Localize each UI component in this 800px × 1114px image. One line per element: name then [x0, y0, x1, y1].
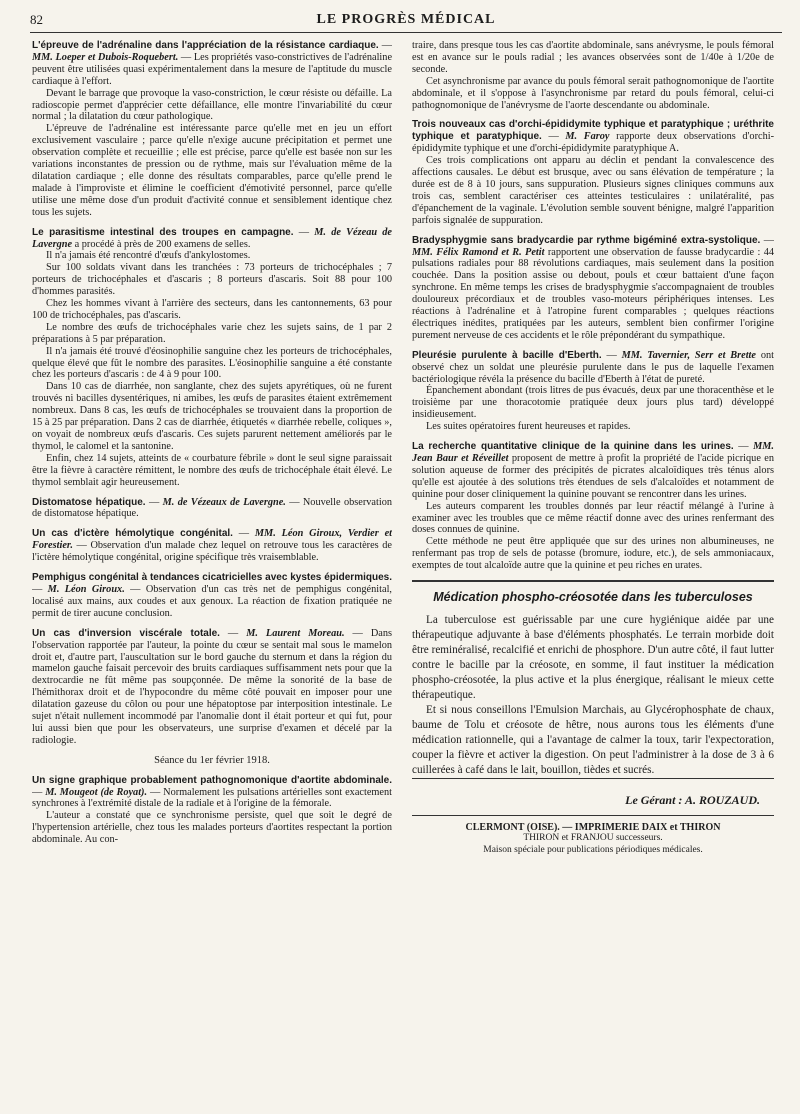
article — [32, 40, 392, 219]
article-lead: a procédé à près de 200 examens de selles. — [74, 238, 251, 250]
article — [412, 350, 774, 433]
article — [32, 775, 392, 846]
article — [32, 628, 392, 747]
article-paragraph: Ces trois complications ont apparu au déclin et pendant la convalescence des affections causales. Le début est brusque, avec ou sans élévation de température ; la durée est de 8 à 10 jours, sans suppuration. Plusieurs signes cliniques communs aux trois cas, semblent caractériser ces atteintes testiculaires : unilatéralité, pas d'épanchement de la vaginale. L'évolution semble souvent bénigne, malgré l'apparition parfois signalée de suppuration. — [412, 155, 774, 226]
article-title: Pemphigus congénital à tendances cicatricielles avec kystes épidermiques. — [32, 572, 392, 584]
article-paragraph: Les suites opératoires furent heureuses et rapides. — [426, 421, 631, 433]
article-heading: L'épreuve de l'adrénaline dans l'appréciation de la résistance cardiaque. — MM. Loeper et Dubois-Roquebert. — Les propriétés vaso-constrictives de l'adrénaline peuvent être utilisées quasi expérimentalement dans la mesure de l'aptitude du muscle cardiaque à l'effort. — [32, 40, 392, 87]
article-title: Pleurésie purulente à bacille d'Eberth. — [412, 349, 602, 361]
article-title: L'épreuve de l'adrénaline dans l'appréciation de la résistance cardiaque. — [32, 40, 379, 51]
article-paragraph: Épanchement abondant (trois litres de pus évacués, deux par une thoracenthèse et le troisième par une thoracotomie pratiquée deux jours plus tard) développé insidieusement. — [412, 385, 774, 421]
article-paragraph: Sur 100 soldats vivant dans les tranchées : 73 porteurs de trichocéphales ; 7 porteurs de trichocéphales et d'ascaris ; 8 porteurs d'ascaris. Soit 88 pour 100 d'hommes parasités. — [32, 262, 392, 298]
advertisement-title: Médication phospho-créosotée dans les tuberculoses — [433, 590, 753, 605]
article-heading: Trois nouveaux cas d'orchi-épididymite typhique et paratyphique ; uréthrite typhique et paratyphique. — M. Faroy rapporte deux observations d'orchi-épididymite typhique et une d'orchi-épididymite paratyphique A. — [412, 119, 774, 155]
article-authors: M. de Vézeau de Lavergne — [32, 226, 392, 250]
article-authors: MM. Loeper et Dubois-Roquebert. — [32, 51, 179, 63]
article-title: Un signe graphique probablement pathognomonique d'aortite abdominale. — [32, 774, 392, 786]
article-heading: Pemphigus congénital à tendances cicatricielles avec kystes épidermiques. — M. Léon Giroux. — Observation d'un cas très net de pemphigus congénital, localisé aux mains, aux coudes et aux genoux. La réaction de fixation pratiquée ne permit de tirer aucune conclusion. — [32, 572, 392, 619]
seance-date: Séance du 1er février 1918. — [154, 754, 270, 766]
article-title: Distomatose hépatique. — [32, 496, 146, 508]
article-authors: MM. Léon Giroux, Verdier et Forestier. — [32, 528, 392, 552]
article-paragraph: Nouvelle observation de distomatose hépatique. — [32, 496, 392, 520]
right-column — [412, 40, 774, 1080]
article-title: Le parasitisme intestinal des troupes en campagne. — [32, 226, 294, 238]
article-lead: rapportent une observation de fausse bradycardie : 44 pulsations radiales pour 88 révolutions cardiaques, mais seulement dans la position couchée. Dans la position assise ou debout, pouls et cœur battaient d'une façon synchrone. En même temps les crises de bradysphygmie s'accompagnaient de troubles douloureux précordiaux et de troubles vaso-moteurs périphériques intenses. Les réactions à l'adrénaline et à l'atropine furent comparables ; quelques réactions électriques inédites, pratiquées par les auteurs, semblent bien confirmer l'origine purement nerveuse de ces accidents et le rôle prépondérant du sympathique. — [412, 246, 774, 341]
advertisement — [412, 580, 774, 779]
article-paragraph: Devant le barrage que provoque la vaso-constriction, le cœur résiste ou défaille. La radioscopie permet d'apprécier cette défaillance, elle montre l'invariabilité du cœur normal ; la dilatation du cœur pathologique. — [32, 87, 392, 123]
article-paragraph: Enfin, chez 14 sujets, atteints de « courbature fébrile » dont le seul signe paraissait être la fièvre à caractère rémittent, le nombre des œufs de trichocéphale était élevé. Le thymol semblait agir heureusement. — [32, 452, 392, 488]
article-title: Bradysphygmie sans bradycardie par rythme bigéminé extra-systolique. — [412, 234, 761, 246]
article-heading: Le parasitisme intestinal des troupes en campagne. — M. de Vézeau de Lavergne a procédé à près de 200 examens de selles. — [32, 226, 392, 250]
advertisement-paragraph: La tuberculose est guérissable par une cure hygiénique aidée par une thérapeutique adjuvante à base d'éléments phosphatés. Le terrain morbide doit être reminéralisé, recalcifié et enrichi de phosphore. D'un autre côté, il faut lutter contre le bacille par la créosote, en somme, il faut instituer la médication phospho-créosotée, la plus active et la plus énergique, réalisant le mieux cette thérapeutique. — [412, 614, 774, 702]
imprint-line-3: Maison spéciale pour publications périodiques médicales. — [483, 844, 703, 855]
article-paragraph: traire, dans presque tous les cas d'aortite abdominale, sans anévrysme, le pouls fémoral est en avance sur le pouls radial ; les avances observées sont de 1/40e à 1/20e de seconde. — [412, 40, 774, 75]
article-paragraph: Normalement les pulsations artérielles sont exactement synchrones à l'extrémité distale de la radiale et à l'origine de la fémorale. — [32, 786, 392, 810]
article-paragraph: Il n'a jamais été trouvé d'éosinophilie sanguine chez les porteurs de trichocéphales, quelque élevé que fût le nombre des parasites. L'éosinophilie sanguine a été constante chez les porteurs d'ascaris : de 4 à 9 pour 100. — [32, 345, 392, 381]
left-column — [32, 40, 392, 1080]
article — [412, 119, 774, 226]
article-title: La recherche quantitative clinique de la quinine dans les urines. — [412, 441, 734, 453]
imprint-line-1: CLERMONT (OISE). — IMPRIMERIE DAIX et THIRON — [465, 821, 721, 833]
article-paragraph: Cet asynchronisme par avance du pouls fémoral serait pathognomonique de l'aortite abdominale, et il s'oppose à l'asynchronisme par retard du pouls fémoral, celui-ci pathognomonique de l'anévrysme de l'aorte descendante ou abdominale. — [412, 75, 774, 111]
article-authors: MM. Jean Baur et Réveillet — [412, 441, 774, 464]
advertisement-paragraph: Et si nous conseillons l'Emulsion Marchais, au Glycérophosphate de chaux, baume de Tolu et créosote de hêtre, nous aurons tous les éléments d'une médication rationnelle, qui a l'avantage de calmer la toux, tarir l'expectoration, couper la fièvre et activer la digestion. On peut l'administrer à la dose de 3 à 6 cuillerées à café dans le lait, bouillon, tièdes et sucrés. — [412, 704, 774, 777]
article-paragraph: Cette méthode ne peut être appliquée que sur des urines non albumineuses, ne renfermant pas trop de sels de potasse (bromure, iodure, etc.), de sels ammoniacaux, exemptes de tout alcaloïde autre que la quinine et peu riches en urates. — [412, 536, 774, 572]
advertisement-text — [412, 613, 774, 778]
article-title: Un cas d'inversion viscérale totale. — [32, 627, 220, 639]
article — [412, 235, 774, 342]
article-paragraph: Dans 10 cas de diarrhée, non sanglante, chez des sujets apyrétiques, où ne furent trouvés ni bacilles dysentériques, ni amibes, les œufs de parasites étaient extrêmement nombreux. Dans 8 cas, les œufs de trichocéphales se trouvaient dans la proportion de 15 à 25 par préparation. Dans 2 cas de diarrhée, étiquetés « diarrhée rebelle, coliques », on voyait de nombreux œufs d'ascaris. Ces sujets parurent nettement améliorés par le thymol, le calomel et la santonine. — [32, 381, 392, 452]
article-heading: Bradysphygmie sans bradycardie par rythme bigéminé extra-systolique. — MM. Félix Ramond et R. Petit rapportent une observation de fausse bradycardie : 44 pulsations radiales pour 88 révolutions cardiaques, mais seulement dans la position couchée. Dans la position assise ou debout, pouls et cœur battaient d'une façon synchrone. En même temps les crises de bradysphygmie s'accompagnaient de troubles douloureux précordiaux et de troubles vaso-moteurs périphériques intenses. Les réactions à l'adrénaline et à l'atropine furent comparables ; quelques réactions électriques inédites, pratiquées par les auteurs, semblent bien confirmer l'origine purement nerveuse de ces accidents et le rôle prépondérant du sympathique. — [412, 234, 774, 341]
article — [32, 572, 392, 620]
article — [32, 528, 392, 564]
article-authors: M. Mougeot (de Royat). — [45, 786, 148, 798]
journal-title: LE PROGRÈS MÉDICAL — [316, 12, 496, 27]
article-title: Un cas d'ictère hémolytique congénital. — [32, 528, 233, 540]
article-authors: MM. Félix Ramond et R. Petit — [412, 246, 545, 258]
page-number: 82 — [30, 12, 43, 27]
article-paragraph: Observation d'un cas très net de pemphigus congénital, localisé aux mains, aux coudes et aux genoux. La réaction de fixation pratiquée ne permit de tirer aucune conclusion. — [32, 583, 392, 619]
article-authors: M. de Vézeaux de Lavergne. — [162, 496, 286, 508]
article-lead: ont observé chez un soldat une pleurésie purulente dans le pus de laquelle l'examen bactériologique révéla la présence du bacille d'Eberth à l'état de pureté. — [412, 349, 774, 385]
article-lead: rapporte deux observations d'orchi-épididymite typhique et une d'orchi-épididymite paratyphique A. — [412, 131, 774, 155]
article — [412, 441, 774, 572]
printer-imprint — [412, 816, 774, 857]
article-heading: Un signe graphique probablement pathognomonique d'aortite abdominale. — M. Mougeot (de Royat). — Normalement les pulsations artérielles sont exactement synchrones à l'extrémité distale de la radiale et à l'origine de la fémorale. — [32, 774, 392, 810]
article-paragraph: L'auteur a constaté que ce synchronisme persiste, quel que soit le degré de l'hypertension artérielle, chez tous les malades porteurs d'aortites respectant la portion abdominale. Au con- — [32, 810, 392, 846]
article-heading: Pleurésie purulente à bacille d'Eberth. — MM. Tavernier, Serr et Brette ont observé chez un soldat une pleurésie purulente dans le pus de laquelle l'examen bactériologique révéla la présence du bacille d'Eberth à l'état de pureté. — [412, 349, 774, 385]
imprint-line-2: THIRON et FRANJOU successeurs. — [523, 833, 663, 844]
article — [32, 497, 392, 521]
article-heading: La recherche quantitative clinique de la quinine dans les urines. — MM. Jean Baur et Réveillet proposent de mettre à profit la propriété de l'acide picrique en solution aqueuse de former des précipités de picrates alcaloïdiques très ténus alors qu'elle est ajoutée à des solutions très étendues de sels d'alcaloïdes et notamment de quinine pour doser cliniquement la quinine pouvant se rencontrer dans les urines. — [412, 441, 774, 500]
article — [32, 227, 392, 489]
article-authors: M. Faroy — [565, 131, 610, 143]
article-authors: MM. Tavernier, Serr et Brette — [621, 349, 756, 361]
article — [412, 40, 774, 111]
article-paragraph: L'épreuve de l'adrénaline est intéressante parce qu'elle met en jeu un effort exclusivement vasculaire ; parce qu'elle n'exige aucune précipitation et permet une observation complète et recueillie ; elle est précise, parce qu'elle est basée non sur les variations inconstantes de pression ou de rythme, mais sur l'évaluation même de la dilatation cardiaque ; elle donne des résultats comparables, parce qu'elle prend le malade à l'improviste et élimine le coefficient d'émotivité personnel, parce qu'elle utilise une même dose d'un produit d'activité connue et sensiblement identique chez tous les sujets. — [32, 123, 392, 218]
article-lead: proposent de mettre à profit la propriété de l'acide picrique en solution aqueuse de former des précipités de picrates alcaloïdiques très ténus alors qu'elle est ajoutée à des solutions très étendues de sels d'alcaloïdes et notamment de quinine pour doser cliniquement la quinine pouvant se rencontrer dans les urines. — [412, 453, 774, 500]
gerant-line: Le Gérant : A. ROUZAUD. — [412, 787, 774, 816]
article-paragraph: Les auteurs comparent les troubles donnés par leur réactif mélangé à l'urine à examiner avec les troubles que ce même réactif donne avec des urines renfermant des doses connues de quinine. — [412, 500, 774, 536]
article-paragraph: Observation d'un malade chez lequel on retrouve tous les caractères de l'ictère hémolytique congénital, origine spécifique très vraisemblable. — [32, 540, 392, 564]
article-title: Trois nouveaux cas d'orchi-épididymite typhique et paratyphique ; uréthrite typhique et paratyphique. — [412, 119, 774, 143]
article-paragraph: Les propriétés vaso-constrictives de l'adrénaline peuvent être utilisées quasi expérimentalement dans la mesure de l'aptitude du muscle cardiaque à l'effort. — [32, 51, 392, 87]
article-paragraph: Chez les hommes vivant à l'arrière des secteurs, dans les cantonnements, 63 pour 100 de trichocéphales, pas d'ascaris. — [32, 298, 392, 321]
article-heading: Distomatose hépatique. — M. de Vézeaux de Lavergne. — Nouvelle observation de distomatose hépatique. — [32, 496, 392, 520]
article-heading: Un cas d'ictère hémolytique congénital. — MM. Léon Giroux, Verdier et Forestier. — Observation d'un malade chez lequel on retrouve tous les caractères de l'ictère hémolytique congénital, origine spécifique très vraisemblable. — [32, 528, 392, 564]
article-heading: Un cas d'inversion viscérale totale. — M. Laurent Moreau. — Dans l'observation rapportée par l'auteur, la pointe du cœur se sentait mal sous le mamelon droit et, d'autre part, l'auscultation sur le bord gauche du sternum et dans la région du mamelon gauche faisait percevoir des bruits cardiaques suffisamment nets pour que la dextrocardie ne fût même pas soupçonnée. De même la sonorité de la base de l'hémithorax droit et de l'hypocondre du même côté pouvait en imposer pour une dilatation gazeuse du côlon ou pour une hépatoptose par interposition intestinale. Le sujet n'était nullement incommodé par l'anomalie dont il était porteur et qui fut, pour lui aussi bien que pour les observateurs, une surprise d'examen et décelé par la radiologie. — [32, 627, 392, 746]
article-authors: M. Léon Giroux. — [47, 583, 125, 595]
page-header — [30, 12, 782, 33]
article-authors: M. Laurent Moreau. — [246, 627, 345, 639]
article-paragraph: Dans l'observation rapportée par l'auteur, la pointe du cœur se sentait mal sous le mamelon droit et, d'autre part, l'auscultation sur le bord gauche du sternum et dans la région du mamelon gauche faisait percevoir des bruits cardiaques suffisamment nets pour que la dextrocardie ne fût même pas soupçonnée. De même la sonorité de la base de l'hémithorax droit et de l'hypocondre du même côté pouvait en imposer pour une dilatation gazeuse du côlon ou pour une hépatoptose par interposition intestinale. Le sujet n'était nullement incommodé par l'anomalie dont il était porteur et qui fut, pour lui aussi bien que pour les observateurs, une surprise d'examen et décelé par la radiologie. — [32, 627, 392, 746]
article-paragraph: Il n'a jamais été rencontré d'œufs d'ankylostomes. — [46, 250, 251, 262]
article-paragraph: Le nombre des œufs de trichocéphales varie chez les sujets sains, de 1 par 2 préparations à 5 par préparation. — [32, 321, 392, 345]
